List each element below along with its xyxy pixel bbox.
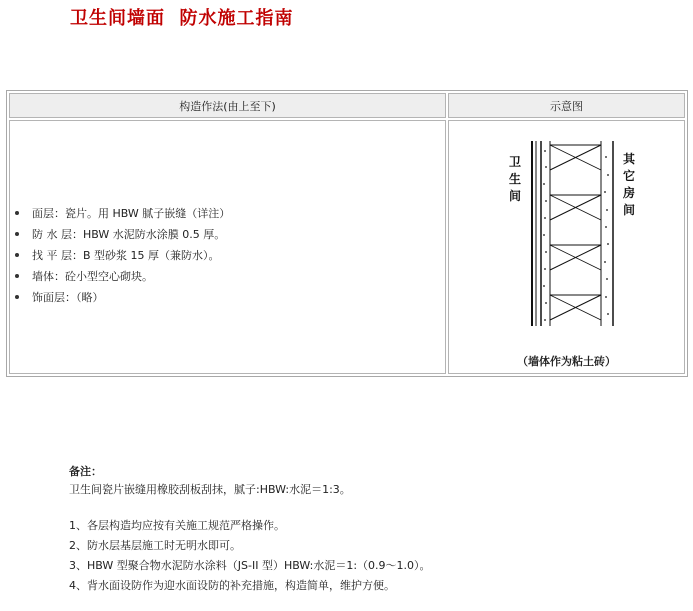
bullet-icon [15, 253, 19, 257]
layer-text: 面层：瓷片。用 HBW 腻子嵌缝（详注） [32, 207, 231, 220]
note-item: 3、HBW 型聚合物水泥防水涂料（JS-II 型）HBW:水泥＝1:（0.9～1.0）。 [69, 559, 431, 572]
right-label-char: 它 [622, 169, 636, 183]
list-item [12, 224, 230, 245]
bullet-icon [15, 274, 19, 278]
wall-section-diagram [449, 121, 684, 373]
layer-text: 饰面层：（略） [32, 291, 104, 304]
left-label-char: 间 [508, 189, 522, 203]
bullet-icon [15, 211, 19, 215]
left-label-char: 卫 [508, 155, 522, 169]
diagram-caption: （墙体作为粘土砖） [517, 355, 616, 368]
page-title: 卫生间墙面 防水施工指南 [70, 8, 294, 29]
diagram-cell [448, 120, 685, 374]
list-item [12, 266, 230, 287]
method-cell [9, 120, 446, 374]
layer-text: 防 水 层：HBW 水泥防水涂膜 0.5 厚。 [32, 228, 226, 241]
list-item [12, 287, 230, 308]
column-header-diagram: 示意图 [448, 93, 685, 118]
list-item [12, 245, 230, 266]
layer-text: 找 平 层：B 型砂浆 15 厚（兼防水）。 [32, 249, 220, 262]
notes-intro: 卫生间瓷片嵌缝用橡胶刮板刮抹，腻子:HBW:水泥＝1:3。 [69, 483, 351, 496]
column-header-method: 构造作法(由上至下) [9, 93, 446, 118]
note-item: 2、防水层基层施工时无明水即可。 [69, 539, 241, 552]
left-label-char: 生 [508, 172, 522, 186]
bullet-icon [15, 295, 19, 299]
list-item [12, 203, 230, 224]
notes-section [69, 464, 431, 596]
right-label-char: 房 [622, 186, 636, 200]
layer-list [12, 203, 230, 308]
layer-text: 墙体：砼小型空心砌块。 [32, 270, 153, 283]
note-item: 4、背水面设防作为迎水面设防的补充措施，构造简单，维护方便。 [69, 579, 395, 592]
note-item: 1、各层构造均应按有关施工规范严格操作。 [69, 519, 285, 532]
construction-table [6, 90, 688, 377]
right-label-char: 其 [622, 152, 636, 166]
bullet-icon [15, 232, 19, 236]
right-label-char: 间 [622, 203, 636, 217]
notes-heading: 备注： [69, 465, 102, 478]
